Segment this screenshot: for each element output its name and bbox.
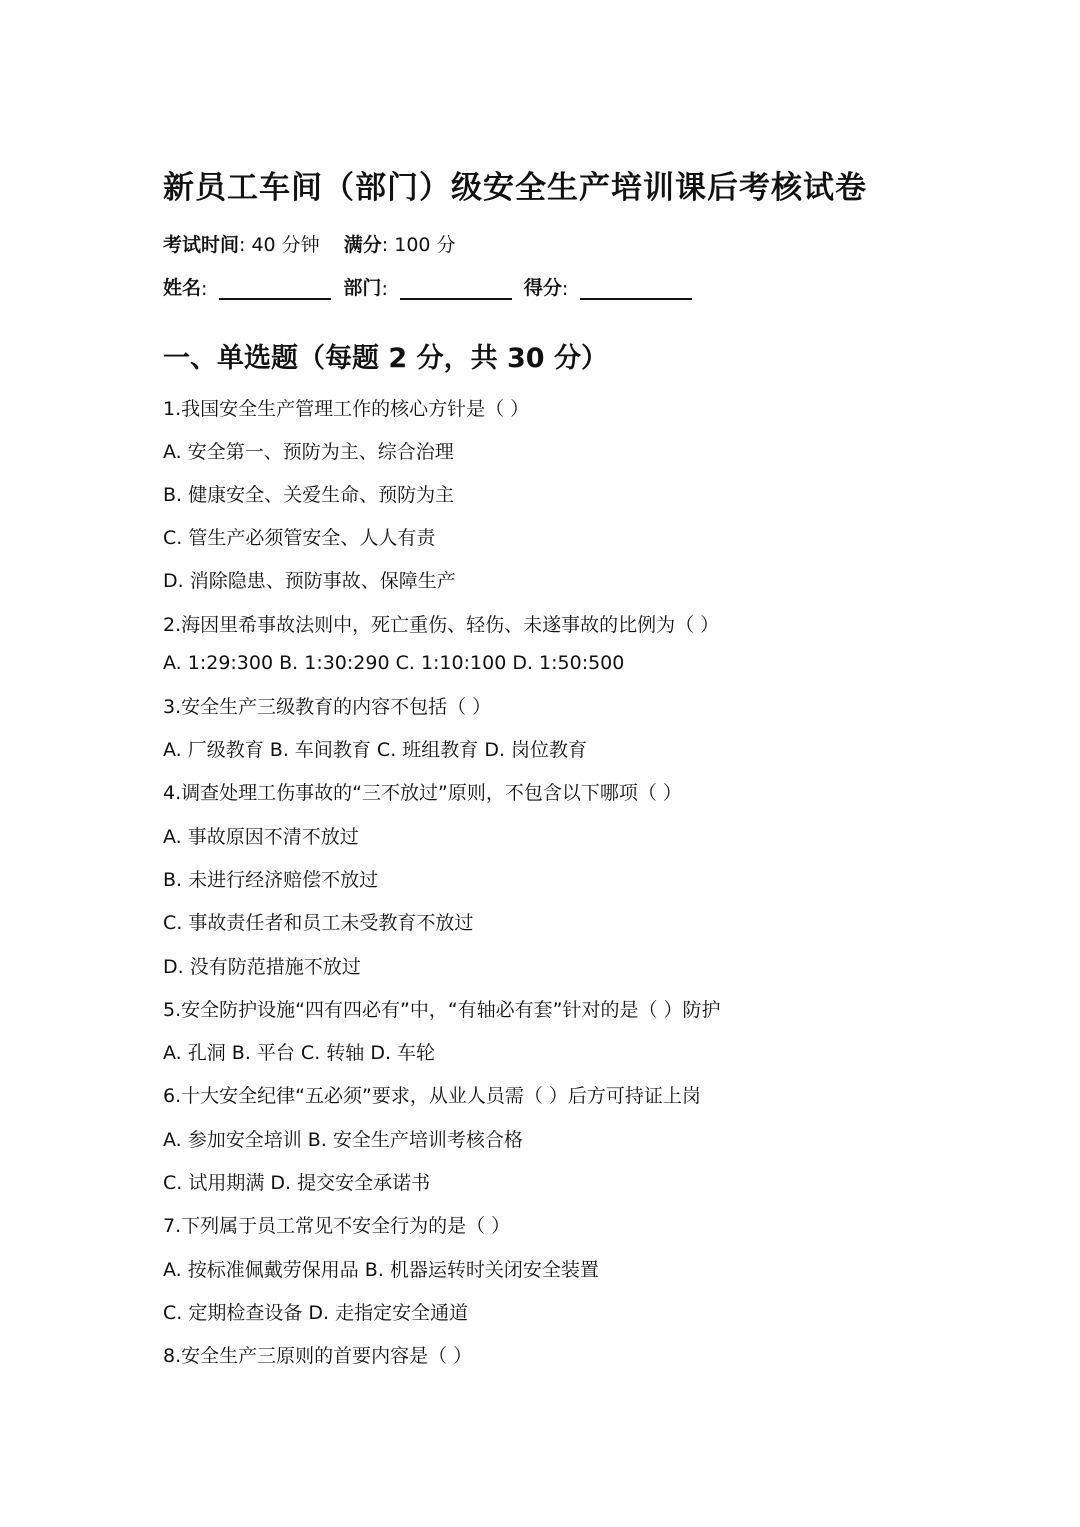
question-7: 7.下列属于员工常见不安全行为的是（ ） (163, 1215, 511, 1237)
question-6-options-ab: A. 参加安全培训 B. 安全生产培训考核合格 (163, 1129, 523, 1151)
question-1-option-b: B. 健康安全、关爱生命、预防为主 (163, 484, 455, 506)
question-4-option-a: A. 事故原因不清不放过 (163, 826, 359, 848)
department-label: 部门 (343, 277, 382, 299)
question-4-option-d: D. 没有防范措施不放过 (163, 956, 361, 978)
page-title: 新员工车间（部门）级安全生产培训课后考核试卷 (163, 170, 867, 206)
exam-time-value: 40 分钟 (251, 234, 320, 256)
name-blank[interactable] (219, 278, 331, 300)
question-6: 6.十大安全纪律“五必须”要求，从业人员需（ ）后方可持证上岗 (163, 1085, 701, 1107)
department-blank[interactable] (400, 278, 512, 300)
question-3-options: A. 厂级教育 B. 车间教育 C. 班组教育 D. 岗位教育 (163, 739, 588, 761)
question-8: 8.安全生产三原则的首要内容是（ ） (163, 1345, 473, 1367)
exam-time-label: 考试时间 (163, 234, 240, 256)
full-score-label: 满分 (343, 234, 382, 256)
question-7-options-cd: C. 定期检查设备 D. 走指定安全通道 (163, 1302, 469, 1324)
name-label: 姓名 (163, 277, 202, 299)
question-1: 1.我国安全生产管理工作的核心方针是（ ） (163, 398, 530, 420)
question-1-option-d: D. 消除隐患、预防事故、保障生产 (163, 570, 456, 592)
student-info-row: 姓名 : 部门 : 得分 : (163, 273, 704, 300)
question-4-option-b: B. 未进行经济赔偿不放过 (163, 869, 379, 891)
question-3: 3.安全生产三级教育的内容不包括（ ） (163, 696, 492, 718)
question-2-options: A. 1:29:300 B. 1:30:290 C. 1:10:100 D. 1:50:500 (163, 652, 625, 674)
exam-info: 考试时间: 40 分钟 满分: 100 分 (163, 234, 456, 256)
score-blank[interactable] (580, 278, 692, 300)
question-5-options: A. 孔洞 B. 平台 C. 转轴 D. 车轮 (163, 1042, 436, 1064)
full-score-value: 100 分 (394, 234, 456, 256)
question-4-option-c: C. 事故责任者和员工未受教育不放过 (163, 912, 474, 934)
section-title: 一、单选题（每题 2 分，共 30 分） (163, 343, 608, 374)
question-7-options-ab: A. 按标准佩戴劳保用品 B. 机器运转时关闭安全装置 (163, 1259, 599, 1281)
question-4: 4.调查处理工伤事故的“三不放过”原则，不包含以下哪项（ ） (163, 782, 682, 804)
question-2: 2.海因里希事故法则中，死亡重伤、轻伤、未遂事故的比例为（ ） (163, 614, 720, 636)
score-label: 得分 (523, 277, 562, 299)
question-6-options-cd: C. 试用期满 D. 提交安全承诺书 (163, 1172, 431, 1194)
question-1-option-a: A. 安全第一、预防为主、综合治理 (163, 441, 454, 463)
question-5: 5.安全防护设施“四有四必有”中，“有轴必有套”针对的是（ ）防护 (163, 999, 721, 1021)
question-1-option-c: C. 管生产必须管安全、人人有责 (163, 527, 436, 549)
